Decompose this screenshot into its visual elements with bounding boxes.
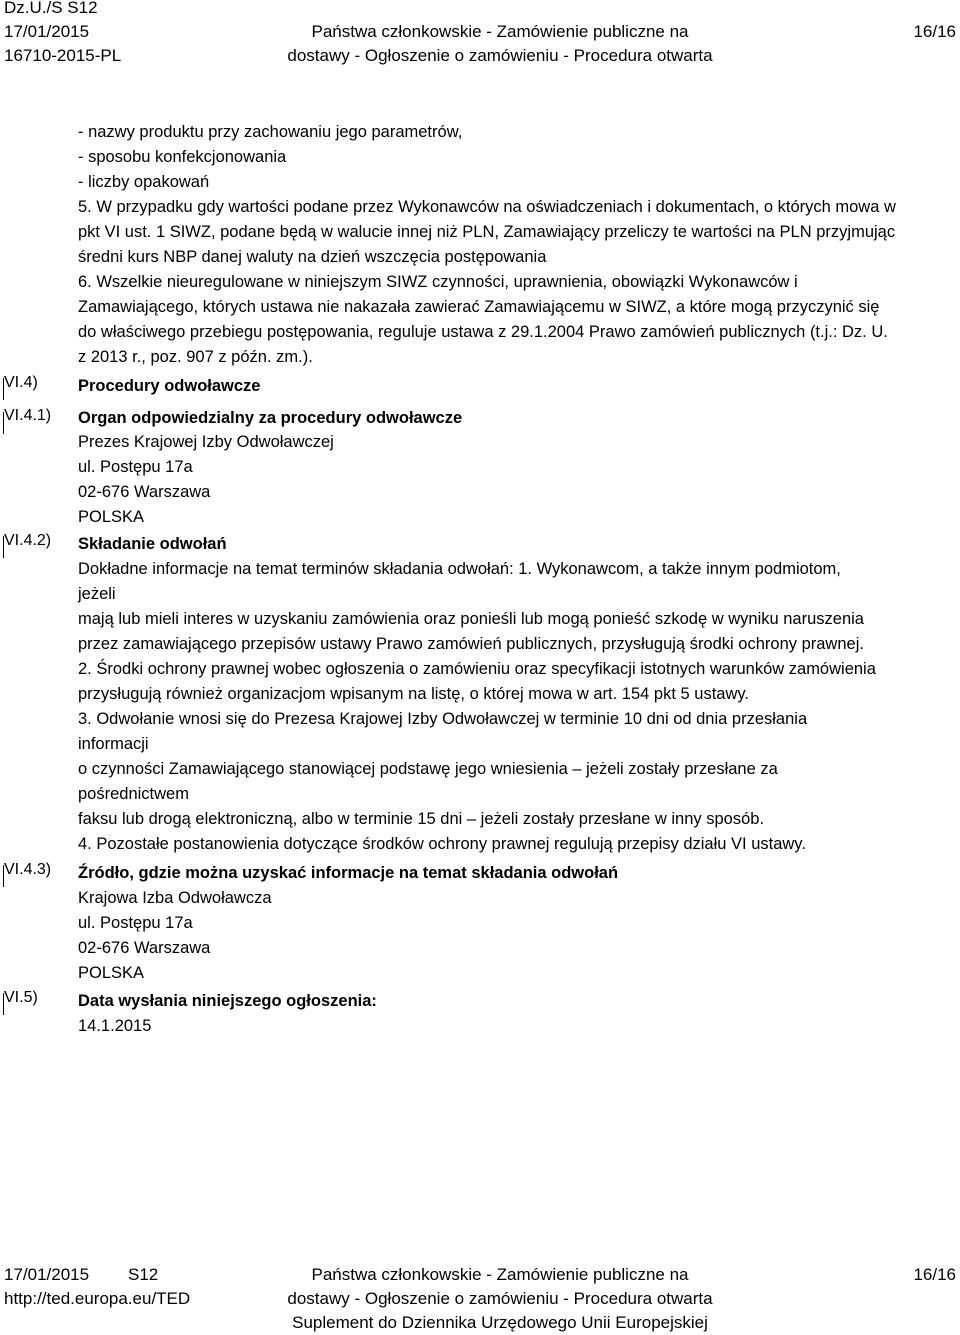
info-source-name: Krajowa Izba Odwoławcza bbox=[78, 889, 272, 907]
body-line: 5. W przypadku gdy wartości podane przez Wykonawców na oświadczeniach i dokumentach, o których mowa w bbox=[78, 198, 896, 216]
footer-series: S12 bbox=[128, 1265, 159, 1284]
header-title-line2: dostawy - Ogłoszenie o zamówieniu - Procedura otwarta bbox=[287, 46, 713, 65]
body-line: Dokładne informacje na temat terminów składania odwołań: 1. Wykonawcom, a także innym podmiotom, bbox=[78, 560, 841, 578]
review-body-name: Prezes Krajowej Izby Odwoławczej bbox=[78, 433, 334, 451]
heading-review-procedures: Procedury odwoławcze bbox=[78, 377, 261, 395]
footer-ted-link[interactable]: http://ted.europa.eu/TED bbox=[4, 1289, 191, 1308]
info-source-street: ul. Postępu 17a bbox=[78, 914, 193, 932]
body-line: jeżeli bbox=[78, 585, 116, 603]
heading-review-body: Organ odpowiedzialny za procedury odwoławcze bbox=[78, 409, 463, 427]
heading-info-source: Źródło, gdzie można uzyskać informacje na temat składania odwołań bbox=[78, 864, 619, 882]
margin-rule bbox=[3, 412, 4, 434]
body-line: faksu lub drogą elektroniczną, albo w terminie 15 dni – jeżeli zostały przesłane w inny sposób. bbox=[78, 810, 765, 828]
dispatch-date: 14.1.2015 bbox=[78, 1017, 152, 1035]
label-vi41: VI.4.1) bbox=[4, 407, 52, 424]
body-line: Zamawiającego, których ustawa nie nakazała zawierać Zamawiającemu w SIWZ, a które mogą przyczynić się bbox=[78, 298, 880, 316]
body-line: mają lub mieli interes w uzyskaniu zamówienia oraz ponieśli lub mogą ponieść szkodę w wyniku naruszenia bbox=[78, 610, 864, 628]
info-source-country: POLSKA bbox=[78, 964, 145, 982]
body-line: z 2013 r., poz. 907 z późn. zm.). bbox=[78, 348, 313, 366]
body-line: - nazwy produktu przy zachowaniu jego parametrów, bbox=[78, 123, 463, 141]
heading-lodging-appeals: Składanie odwołań bbox=[78, 535, 227, 553]
body-line: przez zamawiającego przepisów ustawy Prawo zamówień publicznych, przysługują środki ochrony prawnej. bbox=[78, 635, 864, 653]
body-line: 4. Pozostałe postanowienia dotyczące środków ochrony prawnej regulują przepisy działu VI ustawy. bbox=[78, 835, 806, 853]
body-line: 2. Środki ochrony prawnej wobec ogłoszenia o zamówieniu oraz specyfikacji istotnych warunków zamówienia bbox=[78, 660, 876, 678]
footer-title-line1: Państwa członkowskie - Zamówienie publiczne na bbox=[311, 1265, 689, 1284]
body-line: - liczby opakowań bbox=[78, 173, 210, 191]
margin-rule bbox=[3, 536, 4, 558]
margin-rule bbox=[3, 993, 4, 1015]
body-line: informacji bbox=[78, 735, 149, 753]
footer-supplement: Suplement do Dziennika Urzędowego Unii Europejskiej bbox=[292, 1313, 708, 1332]
review-body-city: 02-676 Warszawa bbox=[78, 483, 211, 501]
review-body-street: ul. Postępu 17a bbox=[78, 458, 193, 476]
label-vi5: VI.5) bbox=[4, 989, 38, 1006]
review-body-country: POLSKA bbox=[78, 508, 145, 526]
label-vi42: VI.4.2) bbox=[4, 532, 52, 549]
label-vi4: VI.4) bbox=[4, 374, 38, 391]
info-source-city: 02-676 Warszawa bbox=[78, 939, 211, 957]
body-line: pośrednictwem bbox=[78, 785, 189, 803]
footer-date: 17/01/2015 bbox=[4, 1265, 90, 1284]
body-line: przysługują również organizacjom wpisanym na listę, o której mowa w art. 154 pkt 5 ustawy. bbox=[78, 685, 749, 703]
body-line: o czynności Zamawiającego stanowiącej podstawę jego wniesienia – jeżeli zostały przesłane za bbox=[78, 760, 778, 778]
body-line: - sposobu konfekcjonowania bbox=[78, 148, 287, 166]
header-date: 17/01/2015 bbox=[4, 22, 90, 41]
margin-rule bbox=[3, 378, 4, 400]
footer-page-number: 16/16 bbox=[913, 1265, 956, 1284]
label-vi43: VI.4.3) bbox=[4, 861, 52, 878]
header-title-line1: Państwa członkowskie - Zamówienie publiczne na bbox=[311, 22, 689, 41]
header-page-number: 16/16 bbox=[913, 22, 956, 41]
body-line: pkt VI ust. 1 SIWZ, podane będą w walucie innej niż PLN, Zamawiający przeliczy te wartości na PLN przyjmując bbox=[78, 223, 896, 241]
heading-dispatch-date: Data wysłania niniejszego ogłoszenia: bbox=[78, 992, 377, 1010]
header-journal-ref: Dz.U./S S12 bbox=[4, 0, 98, 17]
header-notice-number: 16710-2015-PL bbox=[4, 46, 122, 65]
margin-rule bbox=[3, 865, 4, 887]
body-line: 6. Wszelkie nieuregulowane w niniejszym SIWZ czynności, uprawnienia, obowiązki Wykonawców i bbox=[78, 273, 798, 291]
body-line: 3. Odwołanie wnosi się do Prezesa Krajowej Izby Odwoławczej w terminie 10 dni od dnia przesłania bbox=[78, 710, 808, 728]
footer-title-line2: dostawy - Ogłoszenie o zamówieniu - Procedura otwarta bbox=[287, 1289, 713, 1308]
body-line: średni kurs NBP danej waluty na dzień wszczęcia postępowania bbox=[78, 248, 547, 266]
body-line: do właściwego przebiegu postępowania, reguluje ustawa z 29.1.2004 Prawo zamówień publicznych (t.j.: Dz. U. bbox=[78, 323, 888, 341]
